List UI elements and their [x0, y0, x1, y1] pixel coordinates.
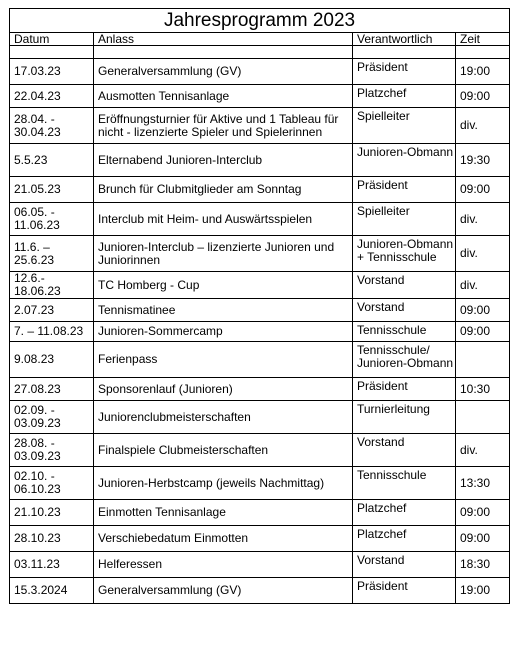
- time-cell: 13:30: [456, 467, 510, 500]
- time-cell: 19:00: [456, 59, 510, 85]
- date-cell: 28.08. - 03.09.23: [10, 434, 94, 467]
- table-row: [10, 500, 510, 526]
- table-row: [10, 401, 510, 434]
- date-cell: 02.09. - 03.09.23: [10, 401, 94, 434]
- time-cell: [456, 401, 510, 434]
- column-header-time: Zeit: [456, 33, 510, 46]
- event-cell: Finalspiele Clubmeisterschaften: [94, 434, 353, 467]
- responsible-cell: Tennisschule: [353, 467, 456, 500]
- responsible-cell: Präsident: [353, 177, 456, 203]
- time-cell: div.: [456, 236, 510, 272]
- date-cell: 21.05.23: [10, 177, 94, 203]
- time-cell: 09:00: [456, 177, 510, 203]
- spacer-cell: [456, 46, 510, 59]
- time-cell: 09:00: [456, 322, 510, 342]
- time-cell: div.: [456, 203, 510, 236]
- date-cell: 17.03.23: [10, 59, 94, 85]
- header-row: [10, 33, 510, 46]
- table-row: [10, 299, 510, 322]
- time-cell: 10:30: [456, 378, 510, 401]
- event-cell: Tennismatinee: [94, 299, 353, 322]
- date-cell: 5.5.23: [10, 144, 94, 177]
- date-cell: 15.3.2024: [10, 578, 94, 604]
- time-cell: div.: [456, 434, 510, 467]
- time-cell: div.: [456, 108, 510, 144]
- responsible-cell: Turnierleitung: [353, 401, 456, 434]
- responsible-cell: Präsident: [353, 378, 456, 401]
- column-header-date: Datum: [10, 33, 94, 46]
- time-cell: 19:00: [456, 578, 510, 604]
- table-row: [10, 59, 510, 85]
- event-cell: Junioren-Sommercamp: [94, 322, 353, 342]
- responsible-cell: Präsident: [353, 59, 456, 85]
- responsible-cell: Vorstand: [353, 299, 456, 322]
- date-cell: 22.04.23: [10, 85, 94, 108]
- date-cell: 06.05. - 11.06.23: [10, 203, 94, 236]
- table-row: [10, 236, 510, 272]
- date-cell: 2.07.23: [10, 299, 94, 322]
- spacer-cell: [94, 46, 353, 59]
- time-cell: 09:00: [456, 299, 510, 322]
- event-cell: Generalversammlung (GV): [94, 578, 353, 604]
- event-cell: Ferienpass: [94, 342, 353, 378]
- event-cell: Sponsorenlauf (Junioren): [94, 378, 353, 401]
- responsible-cell: Spielleiter: [353, 108, 456, 144]
- table-row: [10, 85, 510, 108]
- spacer-cell: [10, 46, 94, 59]
- event-cell: Helferessen: [94, 552, 353, 578]
- event-cell: TC Homberg - Cup: [94, 272, 353, 299]
- time-cell: [456, 342, 510, 378]
- date-cell: 03.11.23: [10, 552, 94, 578]
- responsible-cell: Tennisschule: [353, 322, 456, 342]
- time-cell: 09:00: [456, 500, 510, 526]
- event-cell: Einmotten Tennisanlage: [94, 500, 353, 526]
- responsible-cell: Junioren-Obmann: [353, 144, 456, 177]
- table-row: [10, 578, 510, 604]
- event-cell: Brunch für Clubmitglieder am Sonntag: [94, 177, 353, 203]
- event-cell: Elternabend Junioren-Interclub: [94, 144, 353, 177]
- table-row: [10, 467, 510, 500]
- event-cell: Verschiebedatum Einmotten: [94, 526, 353, 552]
- responsible-cell: Vorstand: [353, 434, 456, 467]
- event-cell: Junioren-Interclub – lizenzierte Junioren und Juniorinnen: [94, 236, 353, 272]
- date-cell: 21.10.23: [10, 500, 94, 526]
- table-row: [10, 526, 510, 552]
- table-row: [10, 203, 510, 236]
- column-header-event: Anlass: [94, 33, 353, 46]
- time-cell: 18:30: [456, 552, 510, 578]
- column-header-responsible: Verantwortlich: [353, 33, 456, 46]
- responsible-cell: Platzchef: [353, 500, 456, 526]
- date-cell: 28.10.23: [10, 526, 94, 552]
- table-row: [10, 552, 510, 578]
- date-cell: 9.08.23: [10, 342, 94, 378]
- responsible-cell: Vorstand: [353, 272, 456, 299]
- event-cell: Ausmotten Tennisanlage: [94, 85, 353, 108]
- date-cell: 11.6. – 25.6.23: [10, 236, 94, 272]
- responsible-cell: Junioren-Obmann + Tennisschule: [353, 236, 456, 272]
- table-row: [10, 342, 510, 378]
- time-cell: div.: [456, 272, 510, 299]
- responsible-cell: Vorstand: [353, 552, 456, 578]
- event-cell: Interclub mit Heim- und Auswärtsspielen: [94, 203, 353, 236]
- table-row: [10, 322, 510, 342]
- program-table: [9, 8, 510, 604]
- responsible-cell: Spielleiter: [353, 203, 456, 236]
- responsible-cell: Tennisschule/ Junioren-Obmann: [353, 342, 456, 378]
- date-cell: 27.08.23: [10, 378, 94, 401]
- spacer-cell: [353, 46, 456, 59]
- program-sheet: [9, 8, 509, 604]
- table-row: [10, 272, 510, 299]
- title-row: [10, 9, 510, 33]
- time-cell: 09:00: [456, 526, 510, 552]
- date-cell: 28.04. - 30.04.23: [10, 108, 94, 144]
- table-row: [10, 108, 510, 144]
- event-cell: Eröffnungsturnier für Aktive und 1 Tableau für nicht - lizenzierte Spieler und Spielerinnen: [94, 108, 353, 144]
- table-row: [10, 378, 510, 401]
- table-row: [10, 434, 510, 467]
- table-row: [10, 144, 510, 177]
- event-cell: Juniorenclubmeisterschaften: [94, 401, 353, 434]
- responsible-cell: Präsident: [353, 578, 456, 604]
- responsible-cell: Platzchef: [353, 85, 456, 108]
- table-row: [10, 177, 510, 203]
- date-cell: 12.6.- 18.06.23: [10, 272, 94, 299]
- time-cell: 09:00: [456, 85, 510, 108]
- event-cell: Generalversammlung (GV): [94, 59, 353, 85]
- event-cell: Junioren-Herbstcamp (jeweils Nachmittag): [94, 467, 353, 500]
- responsible-cell: Platzchef: [353, 526, 456, 552]
- spacer-row: [10, 46, 510, 59]
- date-cell: 02.10. - 06.10.23: [10, 467, 94, 500]
- page-title: Jahresprogramm 2023: [10, 9, 510, 33]
- time-cell: 19:30: [456, 144, 510, 177]
- date-cell: 7. – 11.08.23: [10, 322, 94, 342]
